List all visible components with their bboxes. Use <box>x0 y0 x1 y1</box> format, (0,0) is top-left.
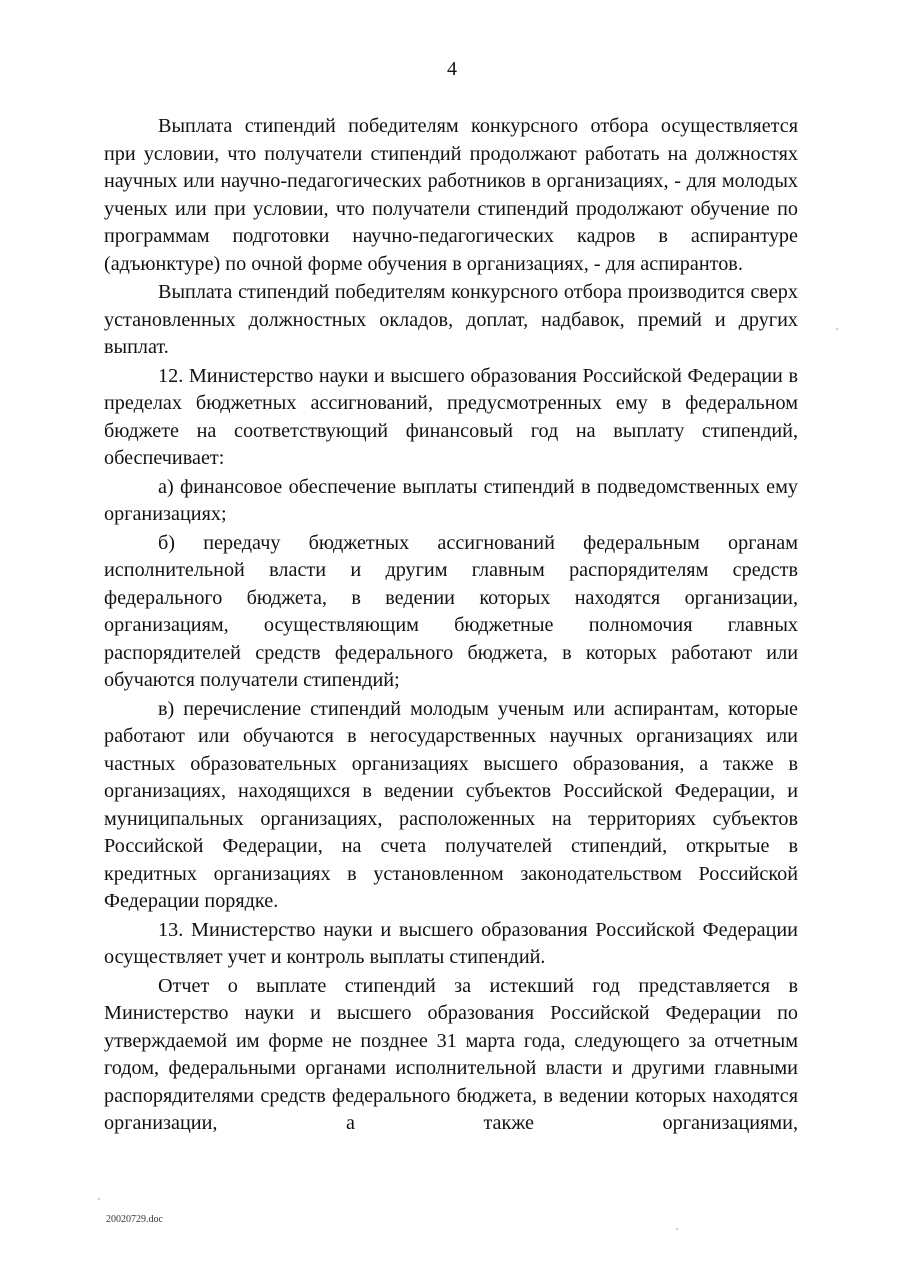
scan-speck <box>836 328 838 330</box>
scan-speck <box>98 1198 100 1200</box>
document-body <box>104 113 798 1138</box>
paragraph-clause-12-b: б) передачу бюджетных ассигнований федеральным органам исполнительной власти и другим главным распорядителям средств федерального бюджета, в ведении которых находятся организации, организациям, осуществляющим бюджетные полномочия главных распорядителей средств федерального бюджета, в которых работают или обучаются получатели стипендий; <box>104 531 798 691</box>
paragraph-scholarship-payment-extra: Выплата стипендий победителям конкурсного отбора производится сверх установленных должностных окладов, доплат, надбавок, премий и других выплат. <box>104 281 798 358</box>
paragraph-clause-12: 12. Министерство науки и высшего образования Российской Федерации в пределах бюджетных ассигнований, предусмотренных ему в федеральном бюджете на соответствующий финансовый год на выплату стипендий, обеспечивает: <box>104 364 798 469</box>
paragraph-clause-12-a: а) финансовое обеспечение выплаты стипендий в подведомственных ему организациях; <box>104 475 798 525</box>
page-number: 4 <box>447 58 457 80</box>
paragraph-clause-12-v: в) перечисление стипендий молодым ученым или аспирантам, которые работают или обучаются в негосударственных научных организациях или частных образовательных организациях высшего образования, а также в организациях, находящихся в ведении субъектов Российской Федерации, и муниципальных организациях, расположенных на территориях субъектов Российской Федерации, на счета получателей стипендий, открытые в кредитных организациях в установленном законодательством Российской Федерации порядке. <box>104 697 798 912</box>
scan-speck <box>676 1228 678 1230</box>
paragraph-scholarship-payment-conditions: Выплата стипендий победителям конкурсного отбора осуществляется при условии, что получатели стипендий продолжают работать на должностях научных или научно-педагогических работников в организациях, - для молодых ученых или при условии, что получатели стипендий продолжают обучение по программам подготовки научно-педагогических кадров в аспирантуре (адъюнктуре) по очной форме обучения в организациях, - для аспирантов. <box>104 115 798 275</box>
paragraph-report: Отчет о выплате стипендий за истекший год представляется в Министерство науки и высшего образования Российской Федерации по утверждаемой им форме не позднее 31 марта года, следующего за отчетным годом, федеральными органами исполнительной власти и другими главными распорядителями средств федерального бюджета, в ведении которых находятся организации, а также организациями, <box>104 974 798 1134</box>
paragraph-clause-13: 13. Министерство науки и высшего образования Российской Федерации осуществляет учет и контроль выплаты стипендий. <box>104 918 798 968</box>
footer-file-name: 20020729.doc <box>106 1214 163 1225</box>
